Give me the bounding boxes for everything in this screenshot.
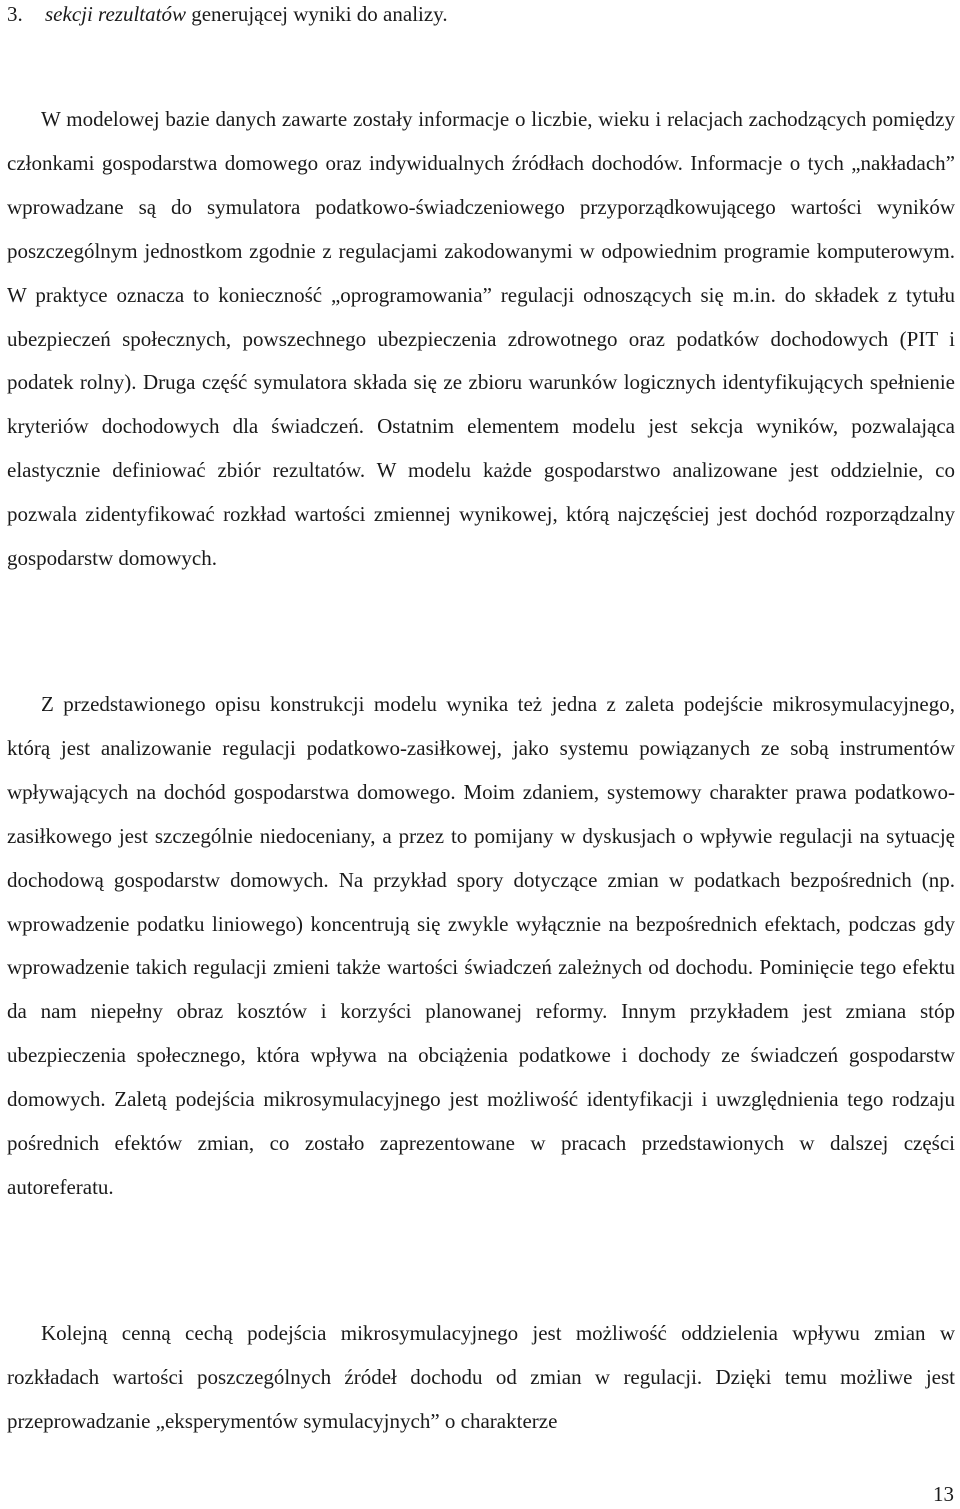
list-italic-term: sekcji rezultatów: [45, 2, 186, 26]
list-item-3: [7, 0, 448, 28]
paragraph-model-database: W modelowej bazie danych zawarte zostały informacje o liczbie, wieku i relacjach zachodzących pomiędzy członkami gospodarstwa domowego oraz indywidualnych źródłach dochodów. Informacje o tych „nakładach” wprowadzane są do symulatora podatkowo-świadczeniowego przyporządkowującego wartości wyników poszczególnym jednostkom zgodnie z regulacjami zakodowanymi w odpowiednim programie komputerowym. W praktyce oznacza to konieczność „oprogramowania” regulacji odnoszących się m.in. do składek z tytułu ubezpieczeń społecznych, powszechnego ubezpieczenia zdrowotnego oraz podatków dochodowych (PIT i podatek rolny). Druga część symulatora składa się ze zbioru warunków logicznych identyfikujących spełnienie kryteriów dochodowych dla świadczeń. Ostatnim elementem modelu jest sekcja wyników, pozwalająca elastycznie definiować zbiór rezultatów. W modelu każde gospodarstwo analizowane jest oddzielnie, co pozwala zidentyfikować rozkład wartości zmiennej wynikowej, którą najczęściej jest dochód rozporządzalny gospodarstw domowych.: [7, 107, 955, 571]
paragraph-system-advantage: Z przedstawionego opisu konstrukcji modelu wynika też jedna z zaleta podejście mikrosymulacyjnego, którą jest analizowanie regulacji podatkowo-zasiłkowej, jako systemu powiązanych ze sobą instrumentów wpływających na dochód gospodarstwa domowego. Moim zdaniem, systemowy charakter prawa podatkowo-zasiłkowego jest szczególnie niedoceniany, a przez to pomijany w dyskusjach o wpływie regulacji na sytuację dochodową gospodarstw domowych. Na przykład spory dotyczące zmian w podatkach bezpośrednich (np. wprowadzenie podatku liniowego) koncentrują się zwykle wyłącznie na bezpośrednich efektach, podczas gdy wprowadzenie takich regulacji zmieni także wartości świadczeń zależnych od dochodu. Pominięcie tego efektu da nam niepełny obraz kosztów i korzyści planowanej reformy. Innym przykładem jest zmiana stóp ubezpieczenia społecznego, która wpływa na obciążenia podatkowe i dochody ze świadczeń gospodarstw domowych. Zaletą podejścia mikrosymulacyjnego jest możliwość identyfikacji i uwzględnienia tego rodzaju pośrednich efektów zmian, co zostało zaprezentowane w pracach przedstawionych w dalszej części autoreferatu.: [7, 692, 955, 1199]
list-number: 3.: [7, 2, 23, 26]
list-item-text: generującej wyniki do analizy.: [185, 2, 448, 26]
paragraph-separation-effects: Kolejną cenną cechą podejścia mikrosymulacyjnego jest możliwość oddzielenia wpływu zmian w rozkładach wartości poszczególnych źródeł dochodu od zmian w regulacji. Dzięki temu możliwe jest przeprowadzanie „eksperymentów symulacyjnych” o charakterze: [7, 1321, 955, 1433]
page-number: 13: [933, 1482, 954, 1506]
